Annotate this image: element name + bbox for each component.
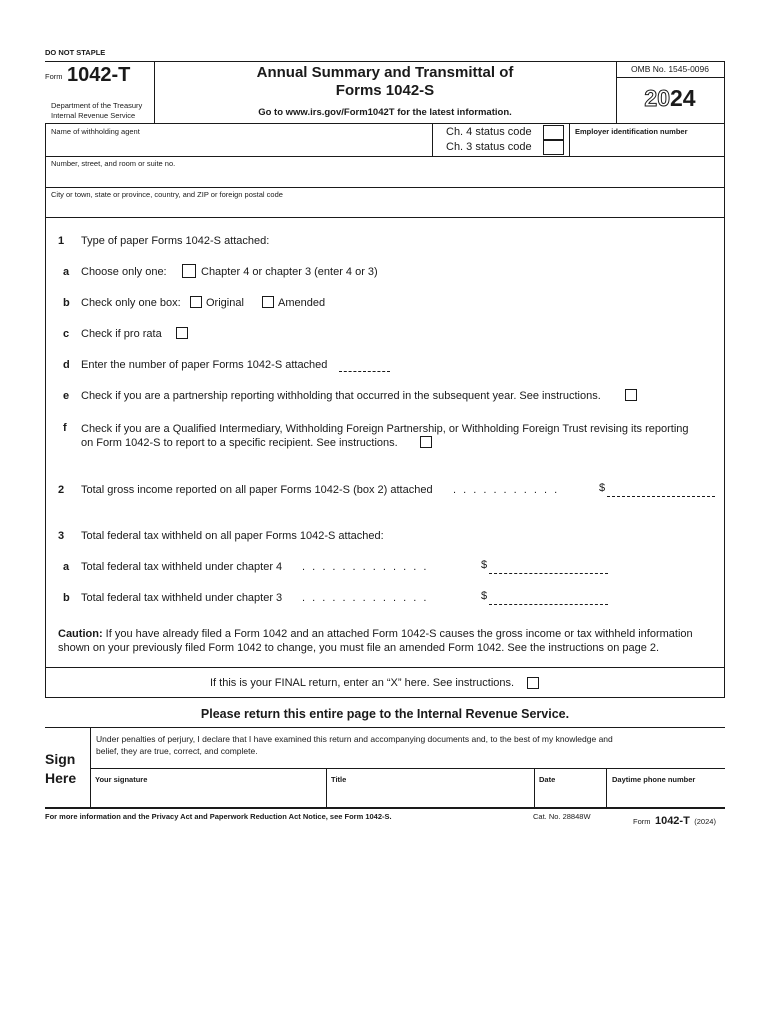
title-label: Title	[331, 775, 347, 784]
line-3-number: 3	[58, 530, 65, 542]
caution-text-1: If you have already filed a Form 1042 and an attached Form 1042-S causes the gross income or tax withheld information	[102, 628, 693, 640]
line-1f-text-2: on Form 1042-S to report to a specific recipient. See instructions.	[81, 437, 398, 449]
form-number-block	[45, 64, 130, 87]
perjury-text-2: belief, they are true, correct, and complete.	[96, 746, 258, 756]
line-1f-text-1: Check if you are a Qualified Intermediary, Withholding Foreign Partnership, or Withholding Foreign Trust revising its reporting	[81, 423, 689, 435]
line-1b-text: Check only one box:	[81, 297, 181, 309]
pro-rata-checkbox[interactable]	[176, 327, 188, 339]
ch3-status-label: Ch. 3 status code	[446, 141, 532, 153]
form-number: 1042-T	[66, 64, 131, 86]
original-label: Original	[206, 297, 244, 309]
here-word: Here	[45, 770, 77, 786]
chapter-4-tax-input[interactable]	[489, 573, 608, 574]
signature-label: Your signature	[95, 775, 148, 784]
line-1f-text	[81, 422, 721, 450]
title-line-1: Annual Summary and Transmittal of	[256, 64, 514, 81]
line-1c-letter: c	[63, 328, 70, 340]
qi-revision-checkbox[interactable]	[420, 436, 432, 448]
department-line: Department of the Treasury	[51, 101, 143, 110]
line-1a-option: Chapter 4 or chapter 3 (enter 4 or 3)	[201, 266, 378, 278]
chapter-checkbox[interactable]	[182, 264, 196, 278]
footer-form-word: Form	[633, 817, 651, 826]
tax-year	[616, 85, 724, 112]
line-2-dollar: $	[599, 482, 606, 494]
title-line-2: Forms 1042-S	[335, 82, 435, 99]
year-outline: 20	[644, 85, 670, 111]
goto-instructions: Go to www.irs.gov/Form1042T for the latest information.	[258, 107, 512, 118]
original-checkbox[interactable]	[190, 296, 202, 308]
omb-number: OMB No. 1545-0096	[631, 64, 709, 74]
sign-here-label	[45, 750, 76, 788]
line-3b-dots: . . . . . . . . . . . . .	[302, 592, 429, 604]
amended-label: Amended	[278, 297, 326, 309]
do-not-staple: DO NOT STAPLE	[45, 48, 106, 57]
line-1a-letter: a	[63, 266, 70, 278]
line-2-dots: . . . . . . . . . . .	[453, 484, 560, 496]
line-1e-text: Check if you are a partnership reporting withholding that occurred in the subsequent year. See instructions.	[81, 390, 601, 402]
final-return-text: If this is your FINAL return, enter an “X” here. See instructions.	[210, 677, 515, 689]
caution-text-2: shown on your previously filed Form 1042 to change, you must file an amended Form 1042. See the instructions on page 2.	[58, 642, 660, 654]
chapter-3-tax-input[interactable]	[489, 604, 608, 605]
ch3-status-input[interactable]	[543, 140, 564, 155]
line-1-text: Type of paper Forms 1042-S attached:	[81, 235, 270, 247]
year-solid: 24	[670, 85, 696, 111]
withholding-agent-name-label: Name of withholding agent	[51, 127, 140, 136]
title-field[interactable]	[330, 784, 530, 804]
line-3a-dots: . . . . . . . . . . . . .	[302, 561, 429, 573]
date-label: Date	[539, 775, 556, 784]
line-3-text: Total federal tax withheld on all paper Forms 1042-S attached:	[81, 530, 384, 542]
phone-label: Daytime phone number	[612, 775, 696, 784]
return-notice: Please return this entire page to the Internal Revenue Service.	[200, 707, 570, 721]
footer-year: (2024)	[694, 817, 716, 826]
sign-word: Sign	[45, 751, 76, 767]
partnership-checkbox[interactable]	[625, 389, 637, 401]
line-3b-text: Total federal tax withheld under chapter 3	[81, 592, 283, 604]
phone-field[interactable]	[610, 784, 722, 804]
line-3a-dollar: $	[481, 559, 488, 571]
perjury-text-1: Under penalties of perjury, I declare that I have examined this return and accompanying documents and, to the best of my knowledge and	[96, 734, 613, 744]
footer-form-id	[633, 811, 716, 829]
amended-checkbox[interactable]	[262, 296, 274, 308]
line-1f-letter: f	[63, 422, 67, 434]
caution-label: Caution:	[58, 628, 103, 640]
line-2-number: 2	[58, 484, 65, 496]
city-state-zip-label: City or town, state or province, country, and ZIP or foreign postal code	[51, 190, 283, 199]
line-1e-letter: e	[63, 390, 70, 402]
ein-label: Employer identification number	[575, 127, 688, 136]
footer-form-number: 1042-T	[654, 815, 690, 827]
line-1d-letter: d	[63, 359, 70, 371]
line-1c-text: Check if pro rata	[81, 328, 162, 340]
ch4-status-label: Ch. 4 status code	[446, 126, 532, 138]
line-1-number: 1	[58, 235, 65, 247]
line-3a-text: Total federal tax withheld under chapter 4	[81, 561, 283, 573]
line-1a-text: Choose only one:	[81, 266, 167, 278]
line-2-text: Total gross income reported on all paper Forms 1042-S (box 2) attached	[81, 484, 433, 496]
line-3b-dollar: $	[481, 590, 488, 602]
privacy-notice: For more information and the Privacy Act and Paperwork Reduction Act Notice, see Form 1042-S.	[45, 812, 392, 821]
date-field[interactable]	[538, 784, 602, 804]
form-word: Form	[45, 72, 63, 81]
ch4-status-input[interactable]	[543, 125, 564, 140]
line-1d-text: Enter the number of paper Forms 1042-S attached	[81, 359, 328, 371]
line-3a-letter: a	[63, 561, 70, 573]
form-title	[154, 64, 616, 100]
caution-note	[58, 627, 723, 655]
department-block	[51, 101, 142, 121]
perjury-declaration	[96, 733, 724, 757]
signature-field[interactable]	[96, 784, 322, 804]
forms-count-input[interactable]	[339, 371, 390, 372]
status-codes	[446, 125, 532, 155]
line-3b-letter: b	[63, 592, 70, 604]
catalog-number: Cat. No. 28848W	[533, 812, 591, 821]
service-line: Internal Revenue Service	[51, 111, 136, 120]
street-address-label: Number, street, and room or suite no.	[51, 159, 176, 168]
total-gross-income-input[interactable]	[607, 496, 715, 497]
line-1b-letter: b	[63, 297, 70, 309]
final-return-checkbox[interactable]	[527, 677, 539, 689]
